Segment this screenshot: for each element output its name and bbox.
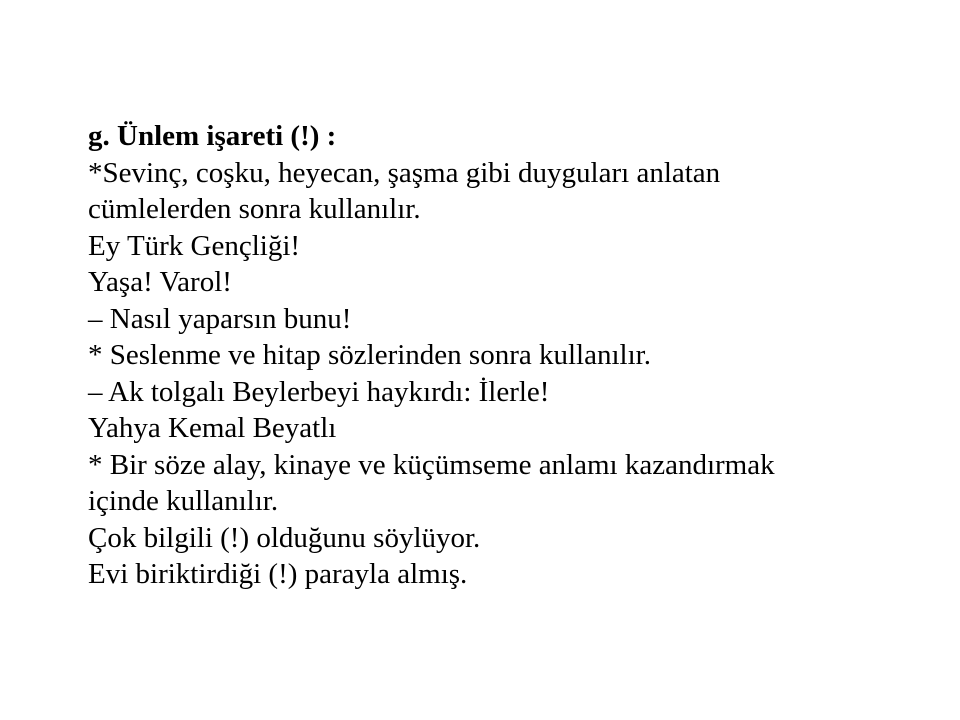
example-line: – Ak tolgalı Beylerbeyi haykırdı: İlerle! <box>88 375 550 408</box>
text-line: cümlelerden sonra kullanılır. <box>88 193 421 225</box>
section-heading: g. Ünlem işareti (!) : <box>88 120 337 152</box>
author-line: Yahya Kemal Beyatlı <box>88 412 337 444</box>
example-line: – Nasıl yaparsın bunu! <box>88 302 352 335</box>
text-line: * Bir söze alay, kinaye ve küçümseme anlamı kazandırmak <box>88 448 775 481</box>
text-line: *Sevinç, coşku, heyecan, şaşma gibi duyguları anlatan <box>88 156 721 189</box>
slide-body <box>88 118 918 593</box>
example-line: Çok bilgili (!) olduğunu söylüyor. <box>88 521 481 554</box>
example-line: Ey Türk Gençliği! <box>88 229 301 262</box>
text-line: içinde kullanılır. <box>88 485 279 517</box>
example-line: Yaşa! Varol! <box>88 266 232 298</box>
example-line: Evi biriktirdiği (!) parayla almış. <box>88 558 468 590</box>
text-line: * Seslenme ve hitap sözlerinden sonra kullanılır. <box>88 339 651 371</box>
